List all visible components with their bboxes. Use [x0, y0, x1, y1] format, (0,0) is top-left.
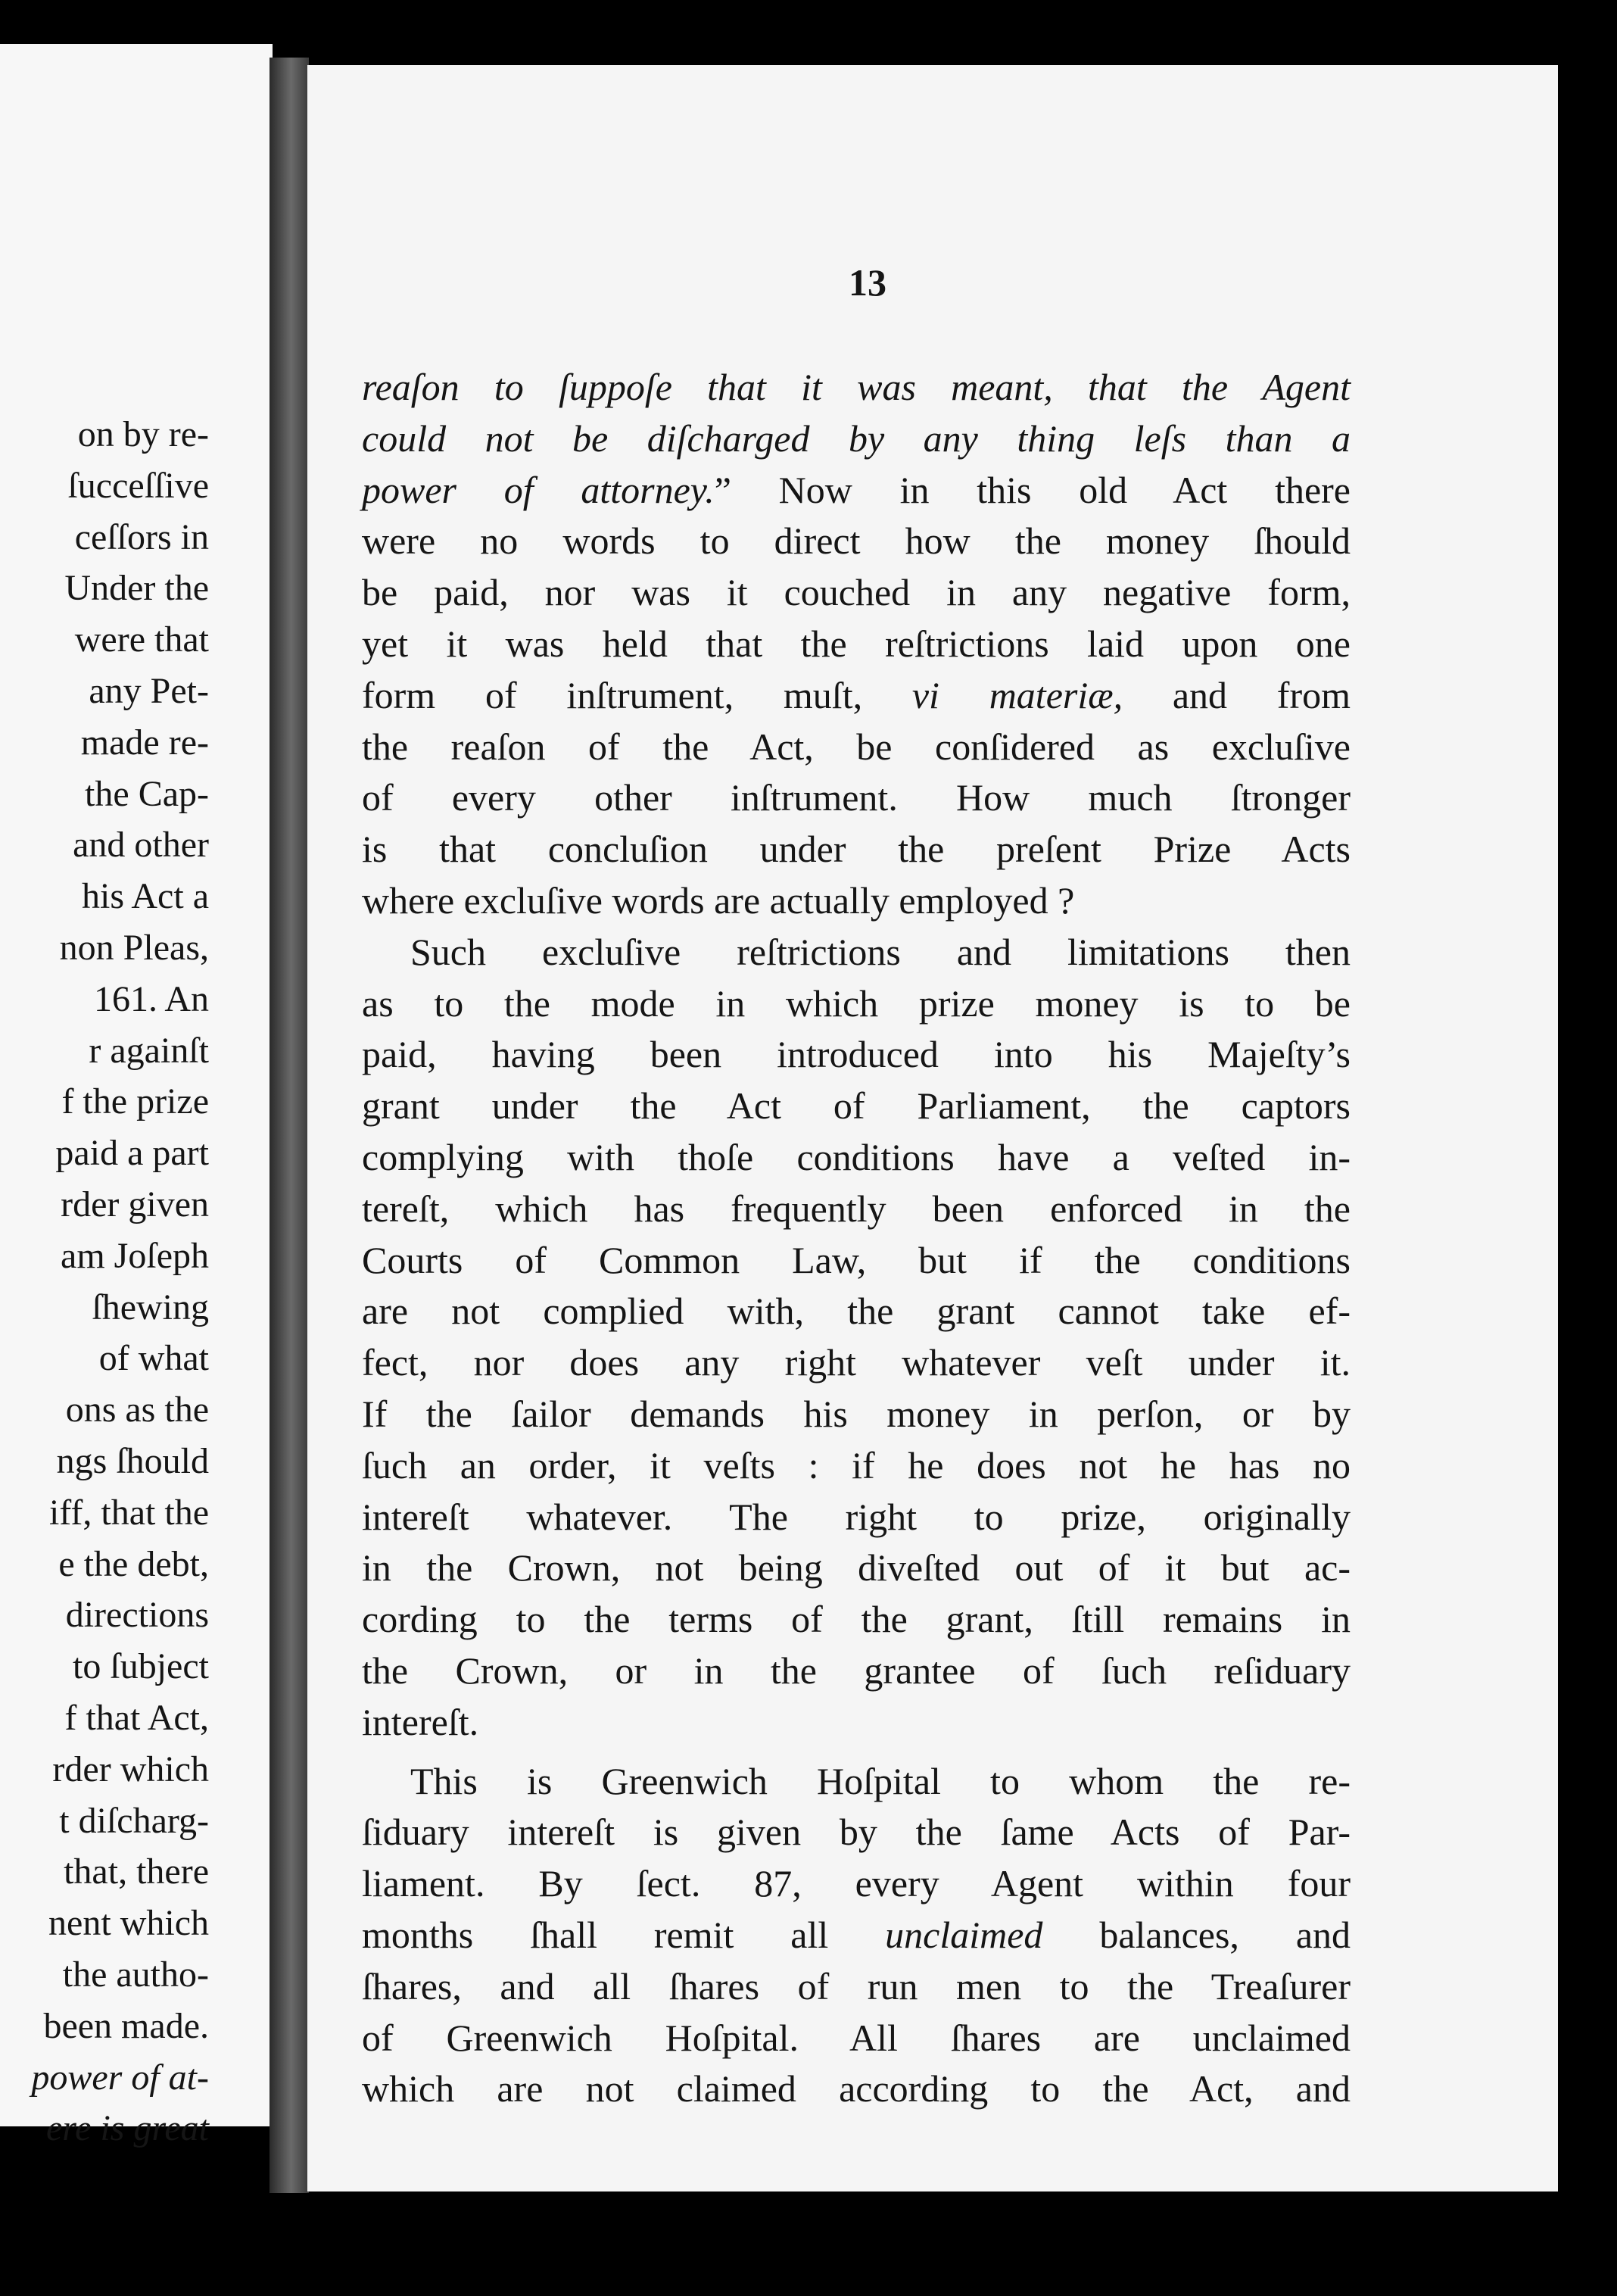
- left-line: ſucceſſive: [67, 465, 209, 506]
- page-body-text: [362, 362, 1351, 2115]
- text-line: is that concluſion under the preſent Prize Acts: [362, 828, 1351, 871]
- left-page: [0, 44, 273, 2149]
- left-line: any Pet-: [89, 670, 209, 711]
- text-line: the reaſon of the Act, be conſidered as excluſive: [362, 725, 1351, 768]
- text-line: tereſt, which has frequently been enforced in the: [362, 1187, 1351, 1230]
- text-line: the Crown, or in the grantee of ſuch reſiduary: [362, 1649, 1351, 1692]
- left-line: made re-: [80, 722, 209, 763]
- left-line: f the prize: [61, 1081, 209, 1122]
- text-line: be paid, nor was it couched in any negative form,: [362, 571, 1351, 614]
- left-line: t diſcharg-: [59, 1800, 209, 1841]
- left-line: r againſt: [89, 1030, 209, 1071]
- left-line: iff, that the: [48, 1492, 209, 1533]
- text-line: in the Crown, not being diveſted out of it but ac-: [362, 1546, 1351, 1589]
- text-line: Courts of Common Law, but if the conditions: [362, 1238, 1351, 1281]
- left-line: f that Act,: [64, 1697, 209, 1738]
- left-line: Under the: [64, 568, 209, 609]
- left-line: rder given: [61, 1184, 209, 1224]
- italic-phrase: unclaimed: [885, 1913, 1043, 1956]
- left-line: non Pleas,: [59, 927, 209, 968]
- left-line: on by re-: [77, 414, 209, 454]
- left-line: am Joſeph: [61, 1235, 209, 1276]
- text-line: paid, having been introduced into his Majeſty’s: [362, 1033, 1351, 1076]
- left-line: ngs ſhould: [56, 1440, 209, 1481]
- text-line: are not complied with, the grant cannot take ef-: [362, 1290, 1351, 1333]
- left-line: the autho-: [62, 1954, 209, 1995]
- text-line: cording to the terms of the grant, ſtill remains in: [362, 1598, 1351, 1641]
- left-line: and other: [73, 825, 209, 866]
- left-line: been made.: [43, 2005, 209, 2046]
- left-line: rder which: [52, 1749, 209, 1789]
- text-line: [362, 1910, 1351, 1961]
- text-run: form of inſtrument, muſt,: [362, 673, 863, 716]
- left-line: his Act a: [82, 876, 209, 917]
- text-line: as to the mode in which prize money is to be: [362, 981, 1351, 1025]
- left-line: ons as the: [65, 1390, 209, 1430]
- text-line: ſuch an order, it veſts : if he does not he has no: [362, 1443, 1351, 1486]
- left-line: were that: [74, 619, 209, 660]
- left-page-text-fragments: [0, 409, 209, 2154]
- italic-phrase: vi materiæ,: [911, 673, 1123, 716]
- left-line: e the debt,: [58, 1543, 209, 1584]
- left-line: ere is great: [45, 2108, 209, 2149]
- left-line: the Cap-: [85, 773, 209, 814]
- text-run: ” Now in this old Act there: [714, 468, 1351, 511]
- italic-phrase: power of attorney.: [362, 468, 715, 511]
- left-line: nent which: [48, 1903, 209, 1944]
- text-line: of Greenwich Hoſpital. All ſhares are unclaimed: [362, 2016, 1351, 2059]
- text-line: were no words to direct how the money ſhould: [362, 519, 1351, 563]
- paragraph-gap: [362, 1749, 1351, 1756]
- text-line: yet it was held that the reſtrictions laid upon one: [362, 622, 1351, 665]
- left-line: 161. An: [93, 978, 209, 1019]
- text-line: [362, 465, 1351, 516]
- left-line: ceſſors in: [74, 516, 209, 557]
- text-line: grant under the Act of Parliament, the captors: [362, 1084, 1351, 1128]
- text-line: complying with thoſe conditions have a veſted in-: [362, 1135, 1351, 1178]
- text-line: If the ſailor demands his money in perſon, or by: [362, 1392, 1351, 1435]
- text-run: balances, and: [1099, 1913, 1351, 1956]
- text-line: Such excluſive reſtrictions and limitations then: [410, 930, 1351, 973]
- text-run: and from: [1172, 673, 1351, 716]
- text-line: This is Greenwich Hoſpital to whom the re-: [410, 1759, 1351, 1802]
- left-line: directions: [65, 1595, 209, 1636]
- text-line: ſhares, and all ſhares of run men to the Treaſurer: [362, 1964, 1351, 2007]
- text-run: months ſhall remit all: [362, 1913, 829, 1956]
- left-line: paid a part: [55, 1133, 209, 1174]
- text-line: of every other inſtrument. How much ſtronger: [362, 776, 1351, 819]
- text-line: intereſt.: [362, 1700, 479, 1743]
- book-gutter: [270, 58, 309, 2193]
- text-line: could not be diſcharged by any thing leſs than a: [362, 416, 1351, 460]
- text-line: ſiduary intereſt is given by the ſame Acts of Par-: [362, 1811, 1351, 1854]
- text-line: intereſt whatever. The right to prize, originally: [362, 1495, 1351, 1538]
- text-line: liament. By ſect. 87, every Agent within four: [362, 1862, 1351, 1905]
- left-line: power of at-: [31, 2057, 209, 2098]
- left-line: to ſubject: [73, 1646, 209, 1687]
- text-line: fect, nor does any right whatever veſt under it.: [362, 1341, 1351, 1384]
- text-line: reaſon to ſuppoſe that it was meant, that the Agent: [362, 366, 1351, 408]
- left-line: ſhewing: [92, 1287, 209, 1327]
- left-line: that, there: [64, 1851, 209, 1892]
- text-line: [362, 670, 1351, 722]
- left-line: of what: [98, 1338, 209, 1379]
- page-number: 13: [849, 261, 886, 304]
- text-line: which are not claimed according to the Act, and: [362, 2067, 1351, 2110]
- text-line: where excluſive words are actually employed ?: [362, 878, 1075, 922]
